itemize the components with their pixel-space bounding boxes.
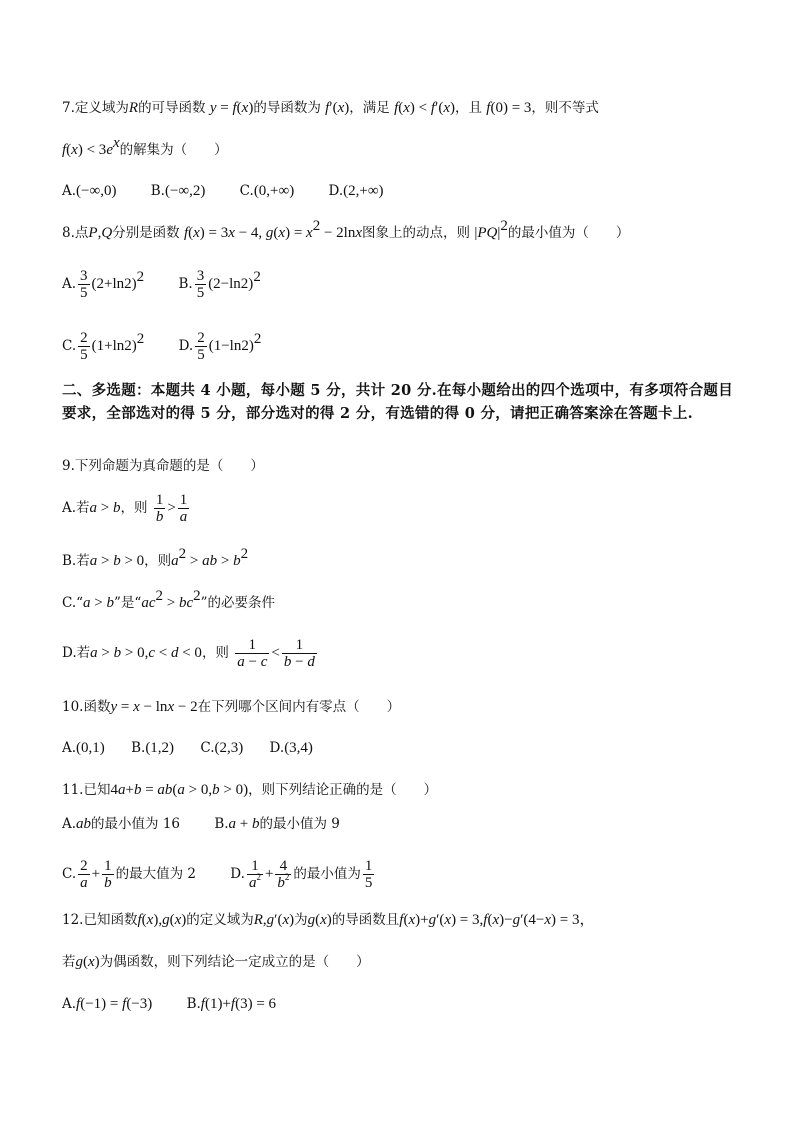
section-multiple-choice-header: 二、多选题：本题共 4 小题，每小题 5 分，共计 20 分.在每小题给出的四个选项中，有多项符合题目要求，全部选对的得 5 分，部分选对的得 2 分，有选错的得 0 分，请把正确答案涂在答题卡上. xyxy=(62,382,733,422)
q8-stem: 8.点P,Q分别是函数 f(x) = 3x − 4, $g(x) = x^2 - 2\ln x$图象上的动点，则 $|PQ|^2$的最小值为（ ） xyxy=(62,218,630,241)
q7-option-d[interactable]: D.(2,+∞) xyxy=(328,183,384,199)
q7-option-b[interactable]: B.(−∞,2) xyxy=(150,183,206,199)
q11-option-d[interactable]: D. $\frac{1}{a^2}$ + $\frac{4}{b^2}$ 的最小值为 $\frac{1}{5}$ xyxy=(230,858,373,891)
q7-formula: y xyxy=(209,100,217,116)
q7-text: ，且 xyxy=(455,100,482,116)
q9-option-a[interactable]: A.若a > b，则 $\frac{1}{b}$ > $\frac{1}{a}$ xyxy=(62,492,188,525)
q7-text: 的导函数为 xyxy=(253,100,321,116)
q12-stem-2: 若g(x)为偶函数，则下列结论一定成立的是（ ） xyxy=(62,954,370,970)
q7-text: ，满足 xyxy=(349,100,390,116)
q12-option-b[interactable]: B.f(1)+f(3) = 6 xyxy=(186,996,277,1012)
q7-option-a[interactable]: A.(−∞,0) xyxy=(62,183,117,199)
q10-option-d[interactable]: D.(3,4) xyxy=(269,740,313,756)
q9-option-d[interactable]: D.若a > b > 0,c < d < 0，则 $\frac{1}{a - c}$ < $\frac{1}{b - d}$ xyxy=(62,637,315,670)
q7-domain-symbol: R xyxy=(128,100,139,116)
q7-option-c[interactable]: C.(0,+∞) xyxy=(239,183,295,199)
q8-option-a[interactable]: A. $\frac{3}{5}$ $(2+\ln 2)^2$ xyxy=(62,268,145,301)
q9-option-c[interactable]: C.“a > b”是“$ac^2 > bc^2$”的必要条件 xyxy=(62,588,276,611)
q12-option-a[interactable]: A.f(−1) = f(−3) xyxy=(62,996,153,1012)
q8-options-cd xyxy=(62,330,261,363)
q7-stem-2: $f(x) < 3e^x$的解集为（ ） xyxy=(62,135,228,158)
q7-options xyxy=(62,182,384,200)
q7-text: ，则不等式 xyxy=(531,100,599,116)
q10-stem: 10.函数y = x − lnx − 2在下列哪个区间内有零点（ ） xyxy=(62,699,401,715)
q7-text: 的解集为（ ） xyxy=(119,142,228,158)
q9-stem: 9.下列命题为真命题的是（ ） xyxy=(62,458,264,474)
q7-stem: 7.定义域为R的可导函数 y = f(x)的导函数为 f′(x)，满足 f(x) < f′(x)，且 f(0) = 3，则不等式 xyxy=(62,100,599,116)
q11-options-ab xyxy=(62,815,340,833)
q10-option-c[interactable]: C.(2,3) xyxy=(200,740,244,756)
q10-option-b[interactable]: B.(1,2) xyxy=(131,740,175,756)
q12-options xyxy=(62,995,276,1013)
q11-stem: 11.已知4a+b = ab(a > 0,b > 0)，则下列结论正确的是（ ） xyxy=(62,782,438,798)
q11-option-c[interactable]: C. $\frac{2}{a}$ + $\frac{1}{b}$ 的最大值为 2 xyxy=(62,858,196,891)
q7-text: 7.定义域为 xyxy=(62,100,129,116)
q9-option-b[interactable]: B.若a > b > 0，则$a^2$ > ab > $b^2$ xyxy=(62,546,249,569)
q11-option-b[interactable]: B.a + b的最小值为 9 xyxy=(214,816,340,832)
q8-option-d[interactable]: D. $\frac{2}{5}$ $(1-\ln 2)^2$ xyxy=(178,330,262,363)
q11-options-cd xyxy=(62,858,376,891)
q8-options-ab xyxy=(62,268,261,301)
q8-option-b[interactable]: B. $\frac{3}{5}$ $(2-\ln 2)^2$ xyxy=(178,268,261,301)
q12-stem: 12.已知函数f(x),g(x)的定义域为R,g′(x)为g(x)的导函数且f(x)+g′(x) = 3,f(x)−g′(4−x) = 3， xyxy=(62,912,595,928)
q10-option-a[interactable]: A.(0,1) xyxy=(62,740,105,756)
q10-options xyxy=(62,739,313,757)
q11-option-a[interactable]: A.ab的最小值为 16 xyxy=(62,816,181,832)
q7-text: 的可导函数 xyxy=(138,100,206,116)
q8-option-c[interactable]: C. $\frac{2}{5}$ $(1+\ln 2)^2$ xyxy=(62,330,145,363)
